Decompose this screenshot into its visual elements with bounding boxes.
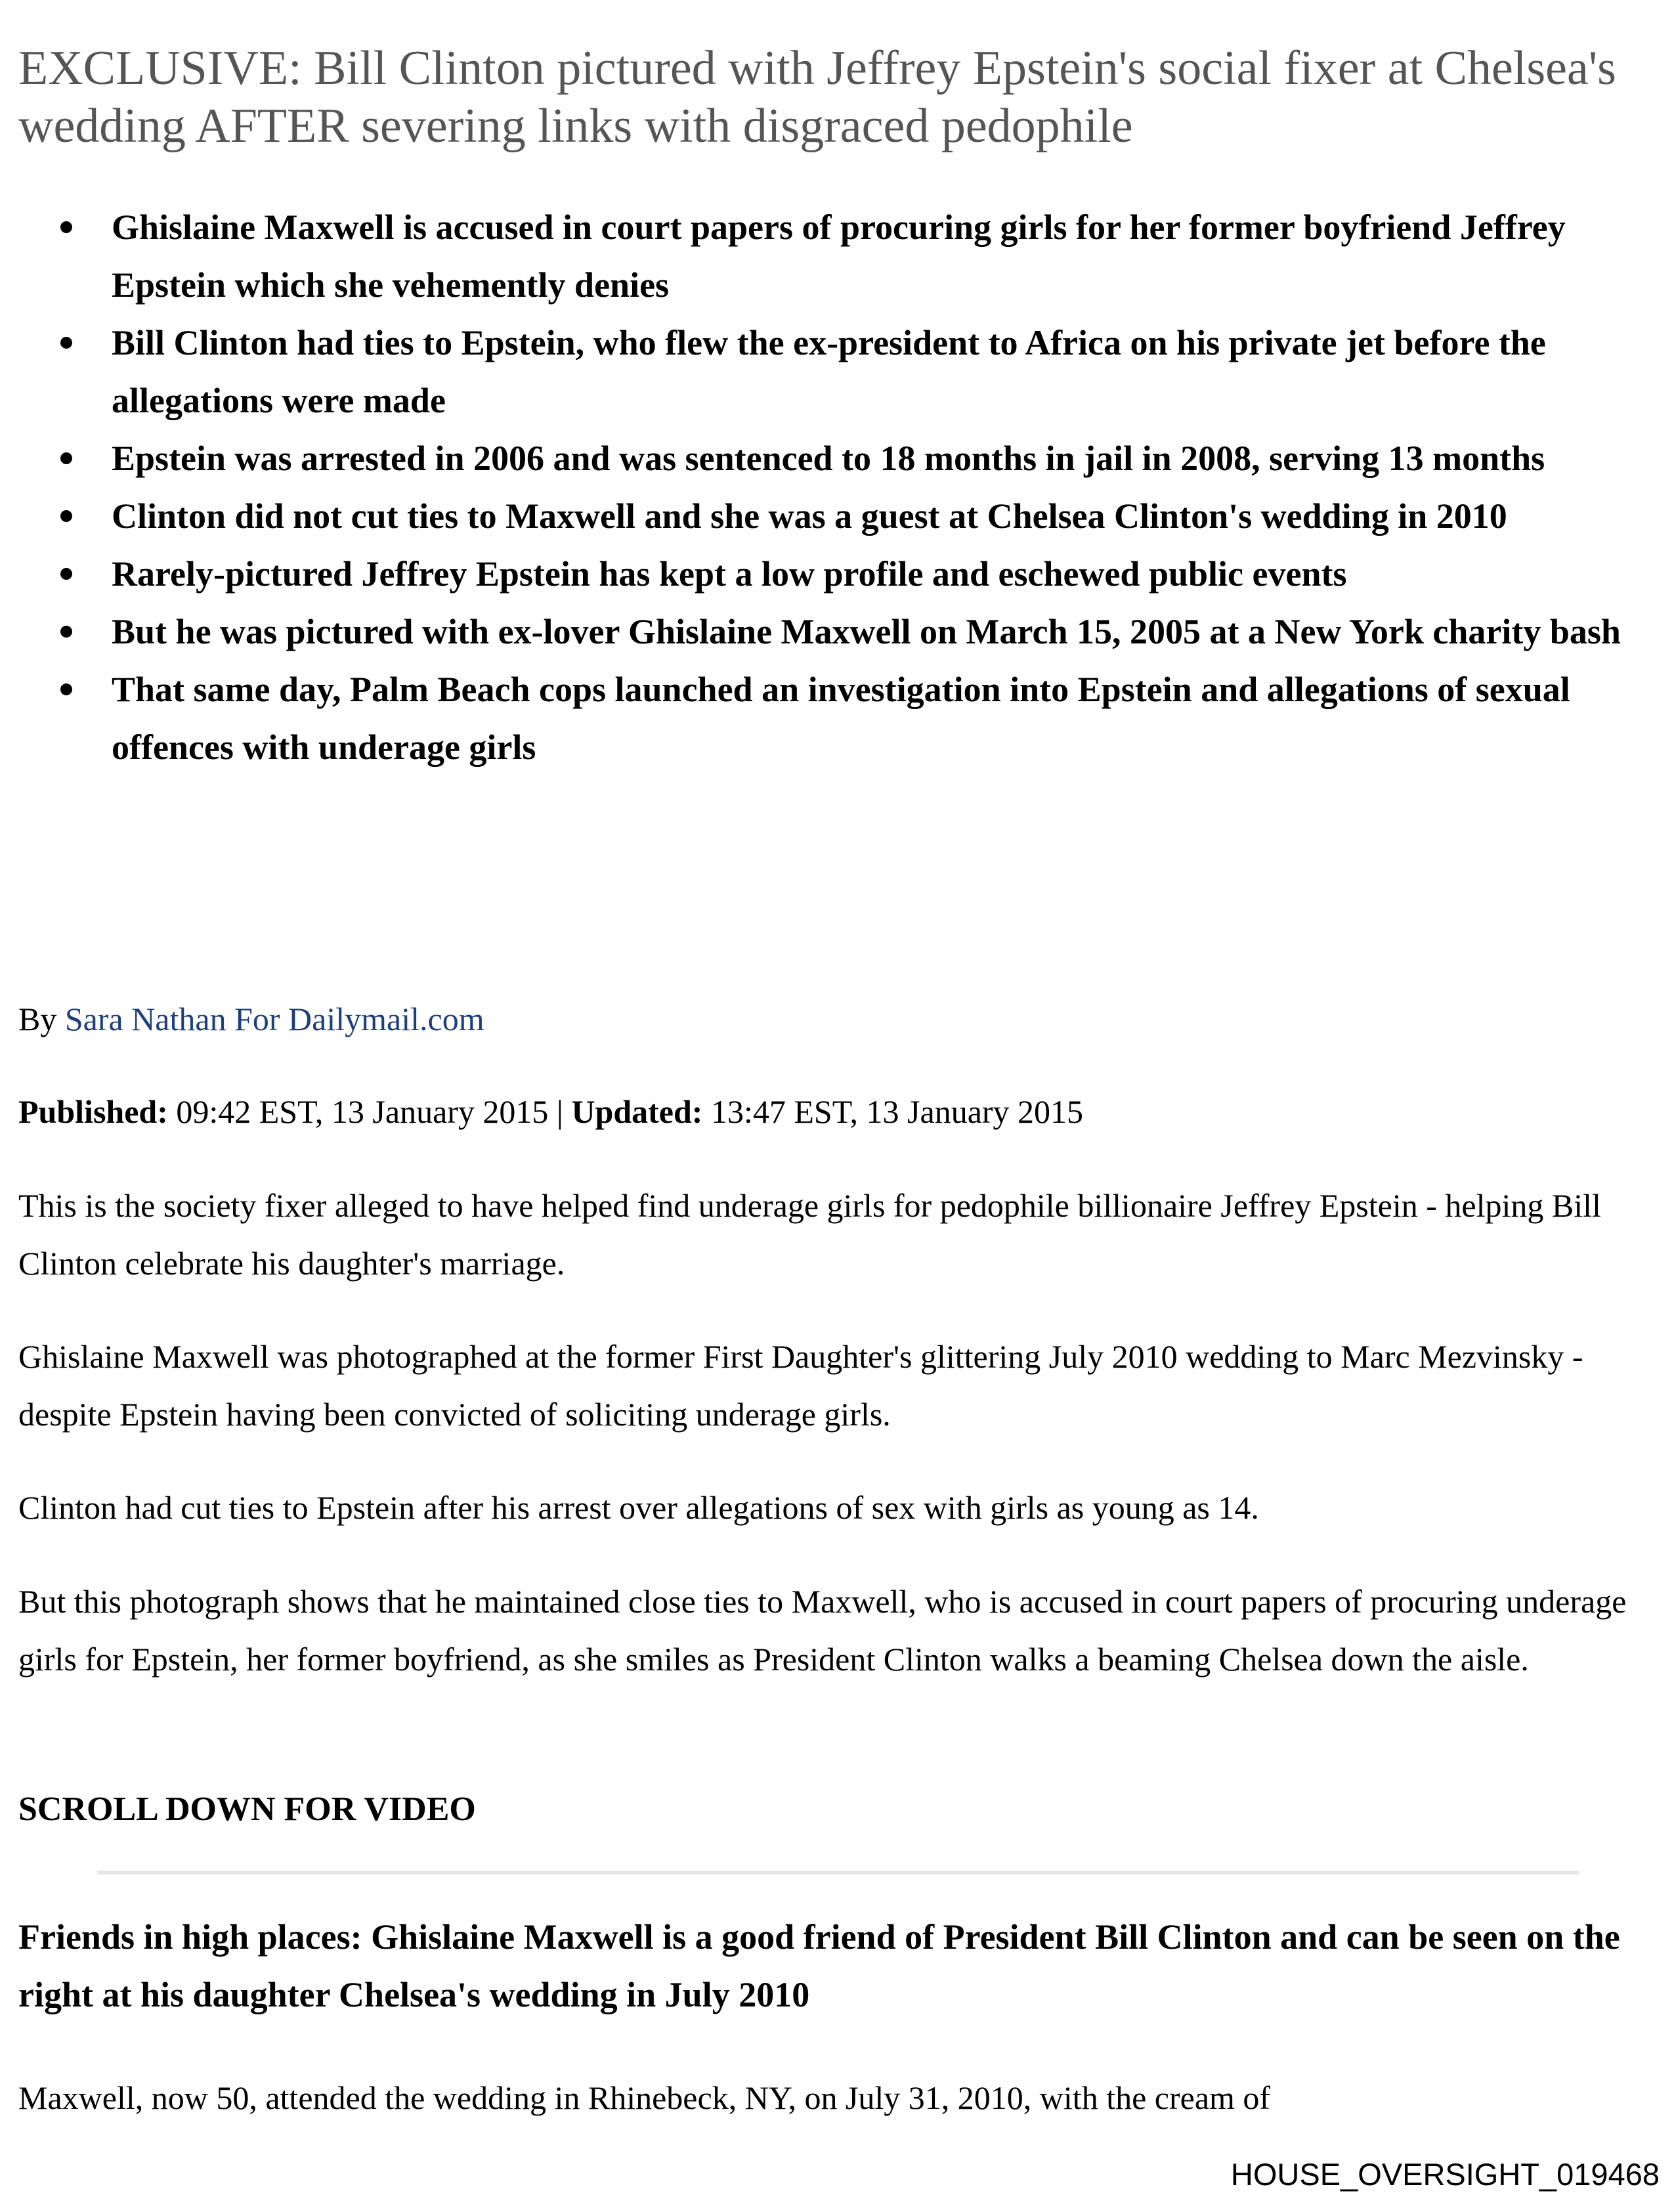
summary-bullet-text: Rarely-pictured Jeffrey Epstein has kept a low profile and eschewed public events: [112, 554, 1347, 594]
body-paragraph: Clinton had cut ties to Epstein after his arrest over allegations of sex with girls as young as 14.: [18, 1489, 1259, 1526]
body-paragraph: Maxwell, now 50, attended the wedding in Rhinebeck, NY, on July 31, 2010, with the cream of: [18, 2079, 1271, 2116]
document-id-stamp: HOUSE_OVERSIGHT_019468: [1230, 2157, 1660, 2192]
summary-bullet-text: But he was pictured with ex-lover Ghislaine Maxwell on March 15, 2005 at a New York charity bash: [112, 612, 1621, 651]
bullet-dot-icon: [60, 221, 72, 233]
photo-caption: Friends in high places: Ghislaine Maxwell is a good friend of President Bill Clinton and can be seen on the right at his daughter Chelsea's wedding in July 2010: [18, 1917, 1620, 2014]
byline-prefix: By: [18, 1001, 57, 1037]
updated-label: Updated:: [571, 1093, 703, 1130]
article-headline: EXCLUSIVE: Bill Clinton pictured with Jeffrey Epstein's social fixer at Chelsea's wedding AFTER severing links with disgraced pedophile: [18, 41, 1616, 153]
bullet-dot-icon: [60, 626, 72, 638]
summary-bullet-list: [18, 198, 1653, 776]
byline: [18, 990, 484, 1048]
summary-bullet: [112, 314, 1653, 429]
bullet-dot-icon: [60, 452, 72, 464]
summary-bullet-text: That same day, Palm Beach cops launched an investigation into Epstein and allegations of sexual offences with underage girls: [112, 670, 1570, 767]
summary-bullet: [112, 545, 1653, 603]
body-paragraph: This is the society fixer alleged to have helped find underage girls for pedophile billionaire Jeffrey Epstein - helping Bill Clinton celebrate his daughter's marriage.: [18, 1187, 1601, 1282]
bullet-dot-icon: [60, 337, 72, 349]
summary-bullet-text: Clinton did not cut ties to Maxwell and she was a guest at Chelsea Clinton's wedding in 2010: [112, 496, 1507, 536]
updated-value: 13:47 EST, 13 January 2015: [710, 1093, 1084, 1130]
summary-bullet-text: Epstein was arrested in 2006 and was sentenced to 18 months in jail in 2008, serving 13 months: [112, 439, 1545, 478]
publication-dates: [18, 1083, 1083, 1140]
summary-bullet: [112, 603, 1653, 661]
summary-bullet-text: Ghislaine Maxwell is accused in court papers of procuring girls for her former boyfriend Jeffrey Epstein which she vehemently denies: [112, 207, 1566, 305]
body-paragraph: But this photograph shows that he maintained close ties to Maxwell, who is accused in court papers of procuring underage girls for Epstein, her former boyfriend, as she smiles as President Clinton walks a beaming Chelsea down the aisle.: [18, 1583, 1627, 1678]
section-divider: [97, 1871, 1579, 1875]
body-paragraph: Ghislaine Maxwell was photographed at the former First Daughter's glittering July 2010 wedding to Marc Mezvinsky - despite Epstein having been convicted of soliciting underage girls.: [18, 1338, 1583, 1433]
bullet-dot-icon: [60, 683, 72, 695]
published-label: Published:: [18, 1093, 168, 1130]
bullet-dot-icon: [60, 510, 72, 522]
summary-bullet-text: Bill Clinton had ties to Epstein, who flew the ex-president to Africa on his private jet before the allegations were made: [112, 323, 1546, 420]
summary-bullet: [112, 661, 1653, 776]
published-value: 09:42 EST, 13 January 2015 |: [176, 1093, 563, 1130]
bullet-dot-icon: [60, 568, 72, 580]
summary-bullet: [112, 487, 1653, 545]
summary-bullet: [112, 429, 1653, 487]
author-link[interactable]: Sara Nathan For Dailymail.com: [64, 1001, 484, 1037]
summary-bullet: [112, 198, 1653, 314]
scroll-down-for-video-label: SCROLL DOWN FOR VIDEO: [18, 1790, 476, 1828]
